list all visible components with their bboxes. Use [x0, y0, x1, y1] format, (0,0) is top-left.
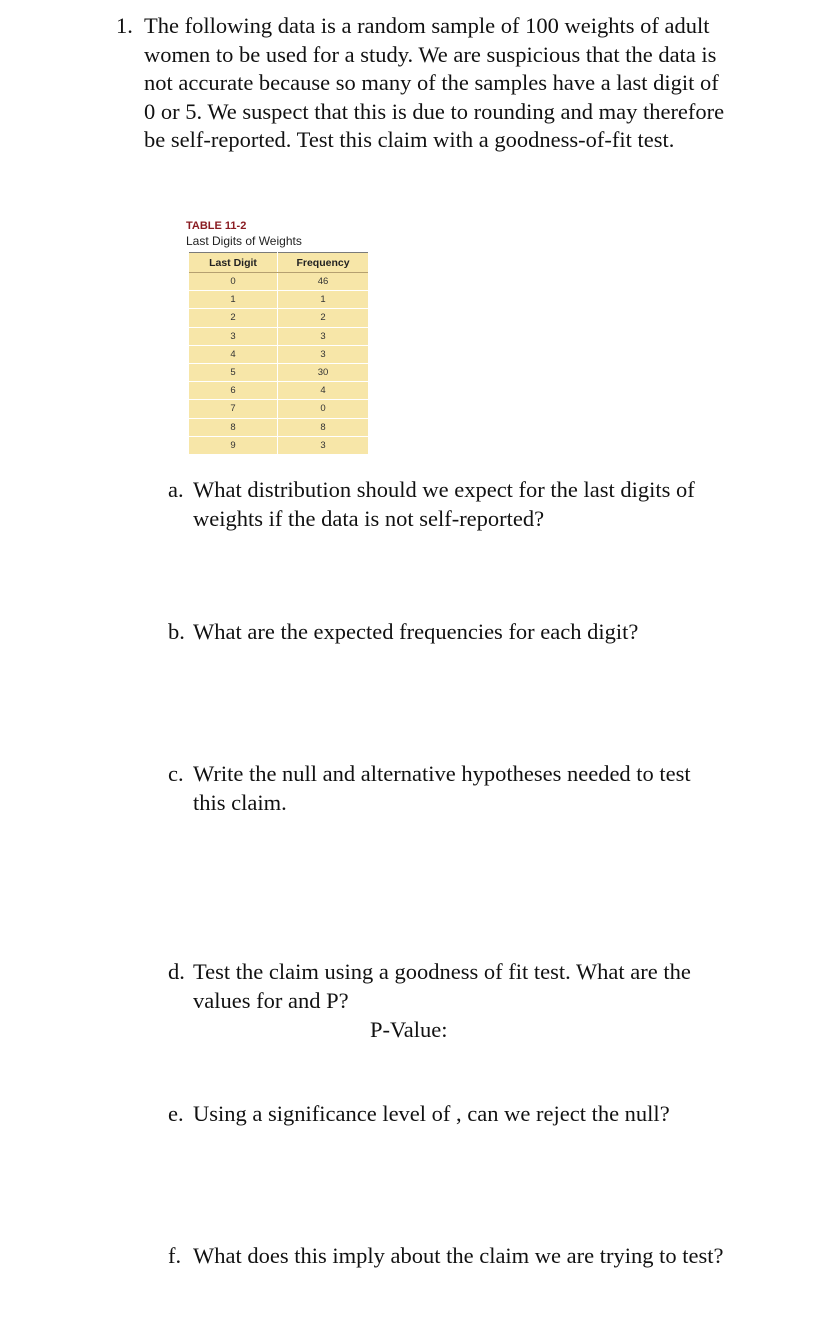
p-value-label: P-Value:: [370, 1017, 448, 1042]
subquestion-letter: d.: [168, 959, 185, 984]
question-1: [116, 12, 726, 155]
cell-digit: 5: [189, 363, 278, 381]
header-last-digit: Last Digit: [189, 253, 278, 273]
subquestion-letter: c.: [168, 761, 184, 786]
cell-frequency: 1: [278, 291, 369, 309]
cell-frequency: 3: [278, 436, 369, 454]
question-number: 1.: [116, 13, 133, 38]
subquestion-letter: e.: [168, 1101, 184, 1126]
subquestion-text: What does this imply about the claim we are trying to test?: [193, 1243, 724, 1268]
table-caption: Last Digits of Weights: [186, 234, 302, 248]
cell-digit: 3: [189, 327, 278, 345]
cell-digit: 4: [189, 345, 278, 363]
cell-frequency: 3: [278, 327, 369, 345]
subquestion-letter: f.: [168, 1243, 182, 1268]
table-row: [189, 327, 368, 345]
subquestion-text: What are the expected frequencies for each digit?: [193, 619, 639, 644]
cell-digit: 0: [189, 273, 278, 291]
question-text: The following data is a random sample of 100 weights of adult women to be used for a study. We are suspicious that the data is not accurate because so many of the samples have a last digit of 0 or 5. We suspect that this is due to rounding and may therefore be self-reported. Test this claim with a goodness-of-fit test.: [144, 13, 725, 152]
subquestion-letter: a.: [168, 477, 184, 502]
subquestion-letter: b.: [168, 619, 185, 644]
subquestion-a: [168, 476, 728, 533]
cell-digit: 9: [189, 436, 278, 454]
table-row: [189, 291, 368, 309]
table-row: [189, 273, 368, 291]
subquestion-text: Using a significance level of , can we reject the null?: [193, 1101, 670, 1126]
cell-frequency: 3: [278, 345, 369, 363]
cell-digit: 7: [189, 400, 278, 418]
subquestion-text: What distribution should we expect for the last digits of weights if the data is not self-reported?: [193, 477, 695, 531]
cell-digit: 8: [189, 418, 278, 436]
table-label: TABLE 11-2: [186, 220, 247, 232]
header-frequency: Frequency: [278, 253, 369, 273]
subquestion-text: Test the claim using a goodness of fit test. What are the values for and P?: [193, 959, 691, 1013]
subquestion-text: Write the null and alternative hypotheses needed to test this claim.: [193, 761, 691, 815]
cell-digit: 2: [189, 309, 278, 327]
data-table-figure: [186, 220, 368, 455]
table-row: [189, 418, 368, 436]
table-row: [189, 345, 368, 363]
cell-frequency: 46: [278, 273, 369, 291]
cell-frequency: 2: [278, 309, 369, 327]
cell-digit: 6: [189, 382, 278, 400]
subquestion-b: [168, 618, 728, 647]
table-row: [189, 363, 368, 381]
table-row: [189, 382, 368, 400]
cell-frequency: 4: [278, 382, 369, 400]
table-row: [189, 309, 368, 327]
table-header-row: [189, 253, 368, 273]
subquestion-c: [168, 760, 728, 817]
subquestion-d: [168, 958, 728, 1015]
subquestion-e: [168, 1100, 728, 1129]
table-row: [189, 436, 368, 454]
last-digits-table: [189, 252, 368, 455]
cell-digit: 1: [189, 291, 278, 309]
cell-frequency: 0: [278, 400, 369, 418]
cell-frequency: 30: [278, 363, 369, 381]
subquestion-f: [168, 1242, 728, 1271]
cell-frequency: 8: [278, 418, 369, 436]
table-row: [189, 400, 368, 418]
